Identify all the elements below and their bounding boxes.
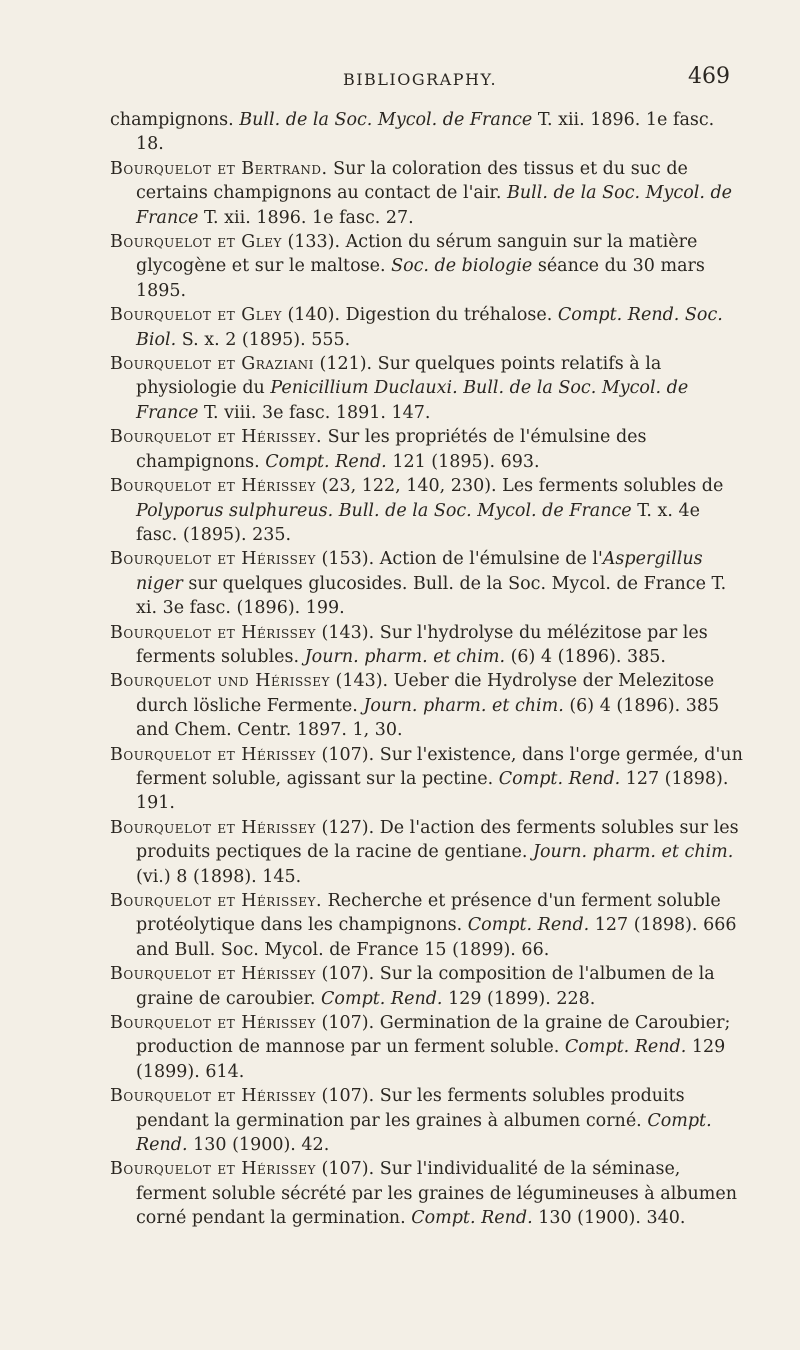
page-header xyxy=(110,60,730,96)
entry-authors: Bourquelot et Hérissey xyxy=(110,1013,316,1034)
entry-text: (133). Action du sérum sanguin sur la matière glycogène et sur le maltose. xyxy=(136,232,698,277)
entry-citation: sur quelques glucosides. Bull. de la Soc. Mycol. de France T. xi. 3e fasc. (1896). 199. xyxy=(136,573,727,619)
entry-authors: Bourquelot et Bertrand. xyxy=(110,158,328,179)
entry-citation: S. x. 2 (1895). 555. xyxy=(176,329,351,350)
bibliography-entry xyxy=(110,962,745,1011)
bibliography-entry xyxy=(110,547,745,620)
entry-citation: 127 (1898). 191. xyxy=(136,768,729,814)
entry-journal: Journ. pharm. et chim. xyxy=(532,842,734,863)
entry-text: (121). Sur quelques points relatifs à la physiologie du xyxy=(136,354,662,399)
entry-text: (107). Sur l'individualité de la séminase, ferment soluble sécrété par les graines de légumineuses à albumen corné pendant la germination. xyxy=(136,1159,737,1229)
entry-authors: Bourquelot et Hérissey xyxy=(110,1159,316,1180)
entry-text: (107). Sur l'existence, dans l'orge germée, d'un ferment soluble, agissant sur la pectine. xyxy=(136,744,743,789)
entry-authors: Bourquelot et Gley xyxy=(110,232,282,253)
entry-text: Sur les propriétés de l'émulsine des champignons. xyxy=(136,427,647,472)
entry-text: (107). Germination de la graine de Caroubier; production de mannose par un ferment soluble. xyxy=(136,1013,731,1058)
entry-journal: Compt. Rend. xyxy=(265,451,387,472)
entry-journal: Compt. Rend. xyxy=(411,1208,533,1229)
entry-journal: Journ. pharm. et chim. xyxy=(363,695,564,716)
bibliography-entry xyxy=(110,1011,745,1084)
entry-authors: Bourquelot und Hérissey xyxy=(110,671,330,692)
entry-journal: Compt. Rend. xyxy=(321,988,443,1009)
entry-authors: Bourquelot et Hérissey xyxy=(110,1086,316,1107)
entry-journal: Aspergillus niger xyxy=(136,549,703,594)
entry-journal: Compt. Rend. xyxy=(564,1037,687,1058)
entry-text: (153). Action de l'émulsine de l' xyxy=(315,549,603,570)
entry-journal: Penicillium Duclauxi. Bull. de la Soc. Mycol. de France xyxy=(136,378,689,423)
entry-citation: (6) 4 (1896). 385. xyxy=(505,646,666,667)
entry-citation: 121 (1895). 693. xyxy=(386,451,540,472)
entry-journal: Bull. de la Soc. Mycol. de France xyxy=(239,110,533,130)
running-title: BIBLIOGRAPHY. xyxy=(342,70,498,89)
entry-journal: Compt. Rend. Soc. Biol. xyxy=(136,305,723,350)
bibliography-entry xyxy=(110,352,745,425)
entry-citation: (6) 4 (1896). 385 and Chem. Centr. 1897. 1, 30. xyxy=(136,695,720,741)
page-number: 469 xyxy=(688,64,730,89)
entry-authors: Bourquelot et Graziani xyxy=(110,354,314,375)
bibliography-list xyxy=(110,108,745,1231)
entry-text: (23, 122, 140, 230). Les ferments solubles de xyxy=(315,476,724,497)
entry-text: Sur la coloration des tissus et du suc de certains champignons au contact de l'air. xyxy=(136,158,688,204)
bibliography-entry xyxy=(110,474,745,547)
entry-journal: Compt. Rend. xyxy=(467,915,590,936)
bibliography-entry xyxy=(110,621,745,670)
entry-text: (140). Digestion du tréhalose. xyxy=(281,305,558,326)
entry-text: (127). De l'action des ferments solubles sur les produits pectiques de la racine de gentiane. xyxy=(136,817,739,863)
entry-authors: Bourquelot et Hérissey. xyxy=(110,891,323,911)
entry-journal: Compt. Rend. xyxy=(498,768,621,789)
entry-citation: T. viii. 3e fasc. 1891. 147. xyxy=(198,402,431,423)
entry-authors: Bourquelot et Hérissey xyxy=(110,549,316,570)
bibliography-entry xyxy=(110,1157,745,1230)
bibliography-entry xyxy=(110,108,745,157)
entry-text: (107). Sur la composition de l'albumen de la graine de caroubier. xyxy=(136,964,715,1009)
bibliography-entry xyxy=(110,889,745,962)
entry-citation: 130 (1900). 42. xyxy=(187,1135,330,1156)
entry-authors: Bourquelot et Hérissey xyxy=(110,817,316,838)
entry-journal: Bull. de la Soc. Mycol. de France xyxy=(136,183,733,228)
entry-journal: Soc. de biologie xyxy=(391,256,533,277)
entry-citation: 127 (1898). 666 and Bull. Soc. Mycol. de France 15 (1899). 66. xyxy=(136,915,737,960)
entry-citation: T. x. 4e fasc. (1895). 235. xyxy=(136,500,700,545)
entry-authors: Bourquelot et Hérissey xyxy=(110,476,316,497)
entry-authors: Bourquelot et Hérissey xyxy=(110,964,316,985)
bibliography-entry xyxy=(110,230,745,303)
entry-authors: Bourquelot et Hérissey xyxy=(110,622,316,643)
entry-citation: 129 (1899). 614. xyxy=(136,1037,726,1082)
entry-text: champignons. xyxy=(110,110,240,130)
entry-authors: Bourquelot et Gley xyxy=(110,305,282,326)
entry-citation: 129 (1899). 228. xyxy=(442,988,596,1009)
entry-journal: Polyporus sulphureus. Bull. de la Soc. Mycol. de France xyxy=(136,500,632,521)
bibliography-entry xyxy=(110,303,745,352)
bibliography-entry xyxy=(110,1084,745,1157)
entry-citation: 130 (1900). 340. xyxy=(532,1208,686,1229)
entry-journal: Compt. Rend. xyxy=(136,1110,712,1156)
entry-citation: séance du 30 mars 1895. xyxy=(136,256,705,301)
bibliography-entry xyxy=(110,425,745,474)
entry-citation: (vi.) 8 (1898). 145. xyxy=(136,866,302,887)
bibliography-entry xyxy=(110,816,745,889)
entry-citation: T. xii. 1896. 1e fasc. 18. xyxy=(136,110,715,155)
entry-authors: Bourquelot et Hérissey. xyxy=(110,427,323,448)
entry-text: (143). Ueber die Hydrolyse der Melezitose durch lösliche Fermente. xyxy=(136,671,715,716)
entry-text: (107). Sur les ferments solubles produits pendant la germination par les graines à albumen corné. xyxy=(136,1086,685,1131)
entry-text: Recherche et présence d'un ferment soluble protéolytique dans les champignons. xyxy=(136,891,721,936)
bibliography-entry xyxy=(110,157,745,230)
entry-authors: Bourquelot et Hérissey xyxy=(110,744,316,765)
entry-text: (143). Sur l'hydrolyse du mélézitose par les ferments solubles. xyxy=(136,622,708,667)
bibliography-entry xyxy=(110,743,745,816)
bibliography-entry xyxy=(110,669,745,742)
entry-citation: T. xii. 1896. 1e fasc. 27. xyxy=(198,207,414,228)
entry-journal: Journ. pharm. et chim. xyxy=(304,646,506,667)
